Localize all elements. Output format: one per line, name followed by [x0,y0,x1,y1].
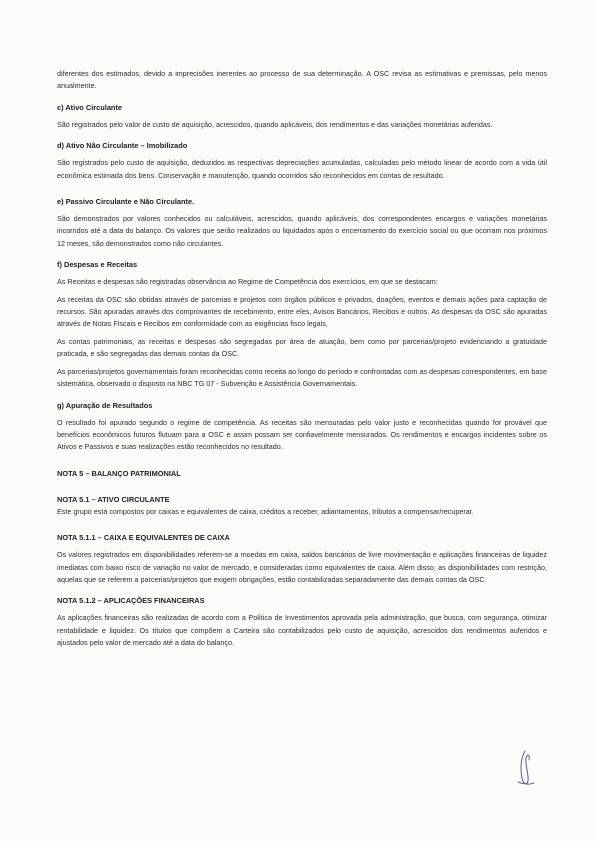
handwritten-signature [513,748,537,790]
intro-paragraph: diferentes dos estimados, devido a imprecisões inerentes ao processo de sua determinação. A OSC revisa as estimativas e premissas, pelo menos anualmente. [57,69,547,91]
section-f-p3: As contas patrimoniais, as receitas e despesas são segregadas por área de atuação, bem como por parcerias/projeto evidenciando a gratuidade praticada, e são segregadas das demais contas da OSC. [57,336,547,359]
section-f-p4: As parcerias/projetos governamentais foram reconhecidas como receita ao longo do período e confrontadas com as despesas correspondentes, em base sistemática, observado o disposto na NBC TG 07 - Subvenção e Assistência Governamentais. [57,366,547,389]
section-c-heading: c) Ativo Circulante [57,102,123,112]
nota512-heading: NOTA 5.1.2 – APLICAÇÕES FINANCEIRAS [57,596,205,606]
section-f-p1: As Receitas e despesas são registradas observância ao Regime de Competência dos exercícios, em que se destacam: [57,277,438,287]
nota51-text: Este grupo está compostos por caixas e equivalentes de caixa, créditos a receber, adiantamentos, tributos a compensar/recuperar. [57,506,474,516]
section-g-heading: g) Apuração de Resultados [57,400,153,410]
section-c-text: São registrados pelo valor de custo de aquisição, acrescidos, quando aplicáveis, dos rendimentos e das variações monetárias auferidas. [57,119,493,129]
section-f-p2: As receitas da OSC são obtidas através de parcerias e projetos com órgãos públicos e privados, doações, eventos e demais ações para captação de recursos. São apuradas através dos comprovantes de recebimento, entre eles, Avisos Bancários, Recibos e outros. As despesas da OSC são apuradas através de Notas Fiscais e Recibos em conformidade com as exigências fisco legais. [57,294,547,329]
section-f-heading: f) Despesas e Receitas [57,260,138,270]
nota511-heading: NOTA 5.1.1 – CAIXA E EQUIVALENTES DE CAIXA [57,533,230,543]
document-page [57,68,547,650]
nota512-text: As aplicações financeiras são realizadas de acordo com a Política de Investimentos aprovada pela administração, que busca, com segurança, otimizar rentabilidade e liquidez. Os títulos que compõem a Carteira são contabilizados pelo custo de aquisição, acrescidos dos rendimentos auferidos e ajustados pelo valor de mercado até a data do balanço. [57,613,547,648]
nota5-heading: NOTA 5 – BALANÇO PATRIMONIAL [57,468,181,478]
nota511-text: Os valores registrados em disponibilidades referem-se a moedas em caixa, saldos bancários de livre movimentação e aplicações financeiras de liquidez imediatas com baixo risco de variação no valor de mercado, e consideradas como equivalentes de caixa. Além disso, as disponibilidades com restrição, aquelas que se referem a parcerias/projetos que exigem obrigações, estão contabilizadas separadamente das demais contas da OSC. [57,550,547,584]
section-e-heading: e) Passivo Circulante e Não Circulante. [57,197,195,207]
nota51-heading: NOTA 5.1 – ATIVO CIRCULANTE [57,494,170,504]
section-d-text: São registrados pelo custo de aquisição, deduzidos as respectivas depreciações acumuladas, calculadas pelo método linear de acordo com a vida útil econômica estimada dos bens. Conservação e manutenção, quando ocorridos são reconhecidos em contas de resultado. [57,158,547,180]
section-d-heading: d) Ativo Não Circulante – Imobilizado [57,141,188,151]
section-g-text: O resultado foi apurado segundo o regime de competência. As receitas são mensuradas pelo valor justo e reconhecidas quando for provável que benefícios econômicos futuros flutuam para a OSC e assim possam ser confiavelmente mensurados. Os rendimentos e encargos incidentes sobre os Ativos e Passivos e suas realizações estão reconhecidos no resultado. [57,417,547,452]
section-e-text: São demonstrados por valores conhecidos ou calculáveis, acrescidos, quando aplicáveis, dos correspondentes encargos e variações monetárias incorridos até a data do balanço. Os valores que serão realizados ou liquidados após o encerramento do exercício social ou que ocorram nos próximos 12 meses, são demonstrados como não circulantes. [57,214,547,248]
